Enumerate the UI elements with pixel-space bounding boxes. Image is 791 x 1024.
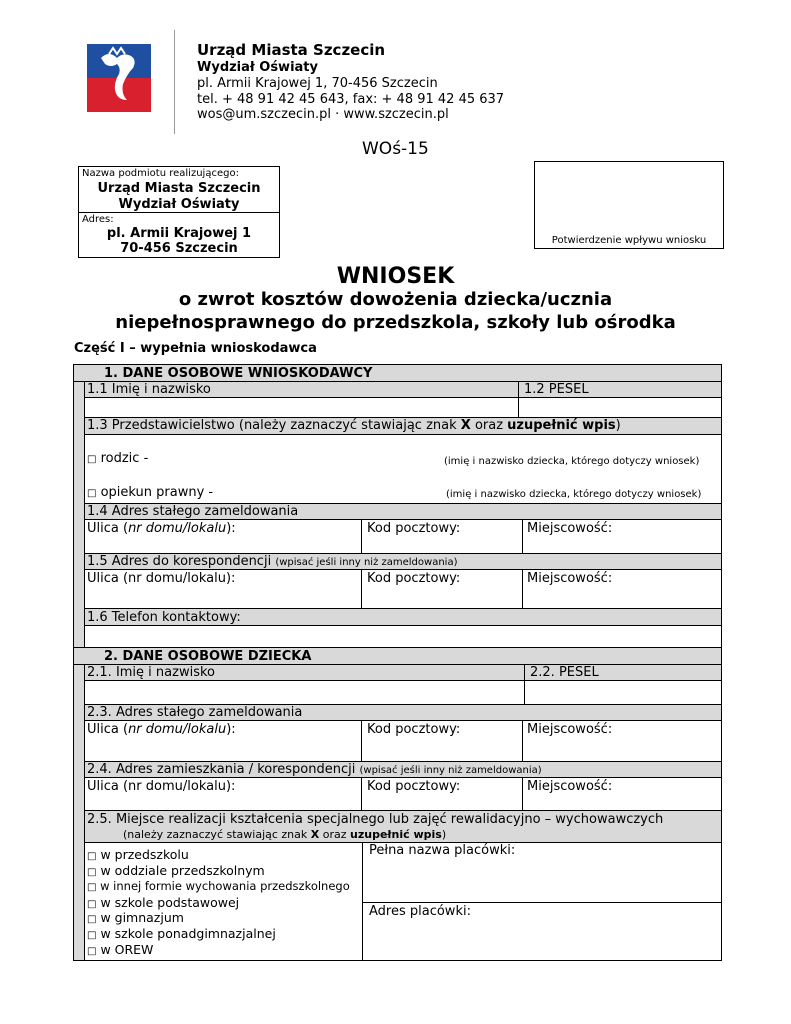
field-2-3-postal[interactable]: Kod pocztowy: — [367, 722, 461, 737]
form-table — [73, 364, 722, 961]
field-1-4-street[interactable]: Ulica (nr domu/lokalu): — [87, 521, 236, 536]
field-2-3-city[interactable]: Miejscowość: — [527, 722, 613, 737]
org-address: pl. Armii Krajowej 1, 70-456 Szczecin — [197, 76, 438, 91]
guardian-hint: (imię i nazwisko dziecka, którego dotyczy wniosek) — [446, 489, 702, 500]
field-2-1-label: 2.1. Imię i nazwisko — [87, 665, 215, 680]
option-preschool-class[interactable]: □ w oddziale przedszkolnym — [87, 863, 265, 878]
child-pesel-input[interactable] — [525, 681, 721, 704]
entity-address-label: Adres: — [82, 214, 114, 225]
form-code: WOś-15 — [362, 139, 429, 159]
field-1-5-label: 1.5 Adres do korespondencji (wpisać jeśli inny niż zameldowania) — [87, 554, 458, 569]
field-1-6-label: 1.6 Telefon kontaktowy: — [87, 610, 241, 625]
field-2-4-street[interactable]: Ulica (nr domu/lokalu): — [87, 779, 236, 794]
entity-name-label: Nazwa podmiotu realizującego: — [82, 168, 239, 179]
section2-heading: 2. DANE OSOBOWE DZIECKA — [104, 649, 312, 664]
field-1-5-city[interactable]: Miejscowość: — [527, 571, 613, 586]
facility-address-label[interactable]: Adres placówki: — [369, 904, 471, 919]
org-name: Urząd Miasta Szczecin — [197, 41, 386, 59]
doc-title: WNIOSEK — [336, 264, 455, 289]
field-2-3-street[interactable]: Ulica (nr domu/lokalu): — [87, 722, 236, 737]
field-2-4-label: 2.4. Adres zamieszkania / korespondencji (wpisać jeśli inny niż zameldowania) — [87, 762, 542, 777]
department-name: Wydział Oświaty — [197, 60, 318, 75]
parent-hint: (imię i nazwisko dziecka, którego dotyczy wniosek) — [444, 456, 700, 467]
guardian-checkbox[interactable]: □ — [87, 488, 97, 499]
facility-name-label[interactable]: Pełna nazwa placówki: — [369, 843, 516, 858]
parent-option[interactable]: □ rodzic - — [87, 451, 149, 466]
field-1-2-label: 1.2 PESEL — [524, 382, 589, 397]
field-1-5-postal[interactable]: Kod pocztowy: — [367, 571, 461, 586]
field-2-2-label: 2.2. PESEL — [530, 665, 599, 680]
option-other-preschool-form[interactable]: □ w innej formie wychowania przedszkolnego — [87, 879, 350, 893]
entity-name-line2: Wydział Oświaty — [118, 197, 240, 212]
applicant-name-input[interactable] — [85, 398, 517, 417]
field-1-5-street[interactable]: Ulica (nr domu/lokalu): — [87, 571, 236, 586]
entity-address-line1: pl. Armii Krajowej 1 — [106, 226, 252, 241]
child-name-input[interactable] — [85, 681, 523, 704]
header-divider — [174, 30, 175, 134]
field-1-1-label: 1.1 Imię i nazwisko — [87, 382, 211, 397]
field-1-4-city[interactable]: Miejscowość: — [527, 521, 613, 536]
field-2-4-city[interactable]: Miejscowość: — [527, 779, 613, 794]
field-2-3-label: 2.3. Adres stałego zameldowania — [87, 705, 303, 720]
option-primary-school[interactable]: □ w szkole podstawowej — [87, 895, 240, 910]
part-heading: Część I – wypełnia wnioskodawca — [74, 341, 317, 356]
field-2-4-postal[interactable]: Kod pocztowy: — [367, 779, 461, 794]
entity-address-line2: 70-456 Szczecin — [120, 241, 238, 256]
field-2-5-hint: (należy zaznaczyć stawiając znak X oraz uzupełnić wpis) — [123, 828, 447, 841]
receipt-stamp-box — [534, 161, 724, 249]
option-high-school[interactable]: □ w szkole ponadgimnazjalnej — [87, 926, 276, 941]
entity-name-line1: Urząd Miasta Szczecin — [97, 181, 261, 196]
doc-subtitle-1: o zwrot kosztów dowożenia dziecka/ucznia — [178, 289, 613, 310]
option-middle-school[interactable]: □ w gimnazjum — [87, 910, 184, 925]
applicant-pesel-input[interactable] — [519, 398, 721, 417]
option-orew[interactable]: □ w OREW — [87, 942, 154, 957]
option-preschool[interactable]: □ w przedszkolu — [87, 847, 189, 862]
entity-box — [78, 166, 280, 258]
phone-input[interactable] — [85, 626, 721, 647]
guardian-option[interactable]: □ opiekun prawny - — [87, 485, 214, 500]
parent-checkbox[interactable]: □ — [87, 454, 97, 465]
city-logo — [87, 44, 151, 112]
field-2-5-label: 2.5. Miejsce realizacji kształcenia specjalnego lub zajęć rewalidacyjno – wychowawczych — [87, 812, 664, 827]
org-contact: wos@um.szczecin.pl · www.szczecin.pl — [197, 107, 449, 122]
field-1-4-label: 1.4 Adres stałego zameldowania — [87, 504, 299, 519]
receipt-stamp-label: Potwierdzenie wpływu wniosku — [551, 235, 707, 246]
org-phone: tel. + 48 91 42 45 643, fax: + 48 91 42 45 637 — [197, 92, 505, 107]
section1-heading: 1. DANE OSOBOWE WNIOSKODAWCY — [104, 366, 373, 381]
doc-subtitle-2: niepełnosprawnego do przedszkola, szkoły lub ośrodka — [115, 312, 676, 333]
field-1-4-postal[interactable]: Kod pocztowy: — [367, 521, 461, 536]
field-1-3-label: 1.3 Przedstawicielstwo (należy zaznaczyć stawiając znak X oraz uzupełnić wpis) — [87, 418, 621, 433]
